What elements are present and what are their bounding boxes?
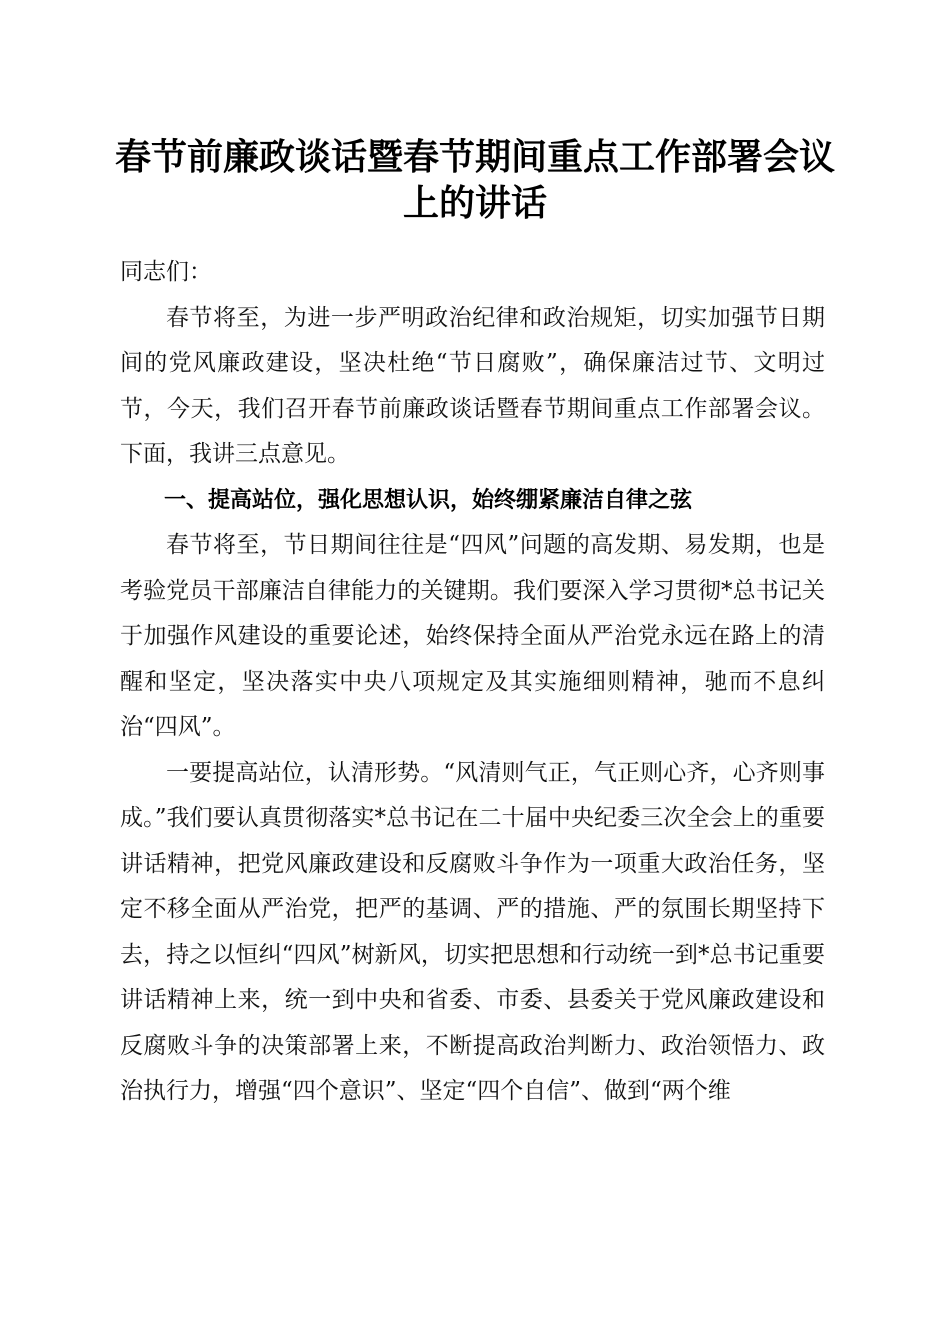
section-1-paragraph-2: 一要提高站位，认清形势。“风清则气正，气正则心齐，心齐则事成。”我们要认真贯彻落实*总书记在二十届中央纪委三次全会上的重要讲话精神，把党风廉政建设和反腐败斗争作为一项重大政治任务，坚定不移全面从严治党，把严的基调、严的措施、严的氛围长期坚持下去，持之以恒纠“四风”树新风，切实把思想和行动统一到*总书记重要讲话精神上来，统一到中央和省委、市委、县委关于党风廉政建设和反腐败斗争的决策部署上来，不断提高政治判断力、政治领悟力、政治执行力，增强“四个意识”、坚定“四个自信”、做到“两个维 [120, 759, 825, 1104]
document-title [100, 134, 850, 226]
title-line-1: 春节前廉政谈话暨春节期间重点工作部署会议 [114, 136, 835, 178]
section-1-heading: 一、提高站位，强化思想认识，始终绷紧廉洁自律之弦 [164, 487, 693, 513]
intro-paragraph: 春节将至，为进一步严明政治纪律和政治规矩，切实加强节日期间的党风廉政建设，坚决杜绝“节日腐败”，确保廉洁过节、文明过节，今天，我们召开春节前廉政谈话暨春节期间重点工作部署会议。下面，我讲三点意见。 [120, 304, 825, 467]
salutation: 同志们： [120, 259, 212, 285]
section-1-paragraph-1: 春节将至，节日期间往往是“四风”问题的高发期、易发期，也是考验党员干部廉洁自律能力的关键期。我们要深入学习贯彻*总书记关于加强作风建设的重要论述，始终保持全面从严治党永远在路上的清醒和坚定，坚决落实中央八项规定及其实施细则精神，驰而不息纠治“四风”。 [120, 532, 825, 740]
title-line-2: 上的讲话 [402, 182, 547, 224]
document-body [120, 250, 825, 1115]
